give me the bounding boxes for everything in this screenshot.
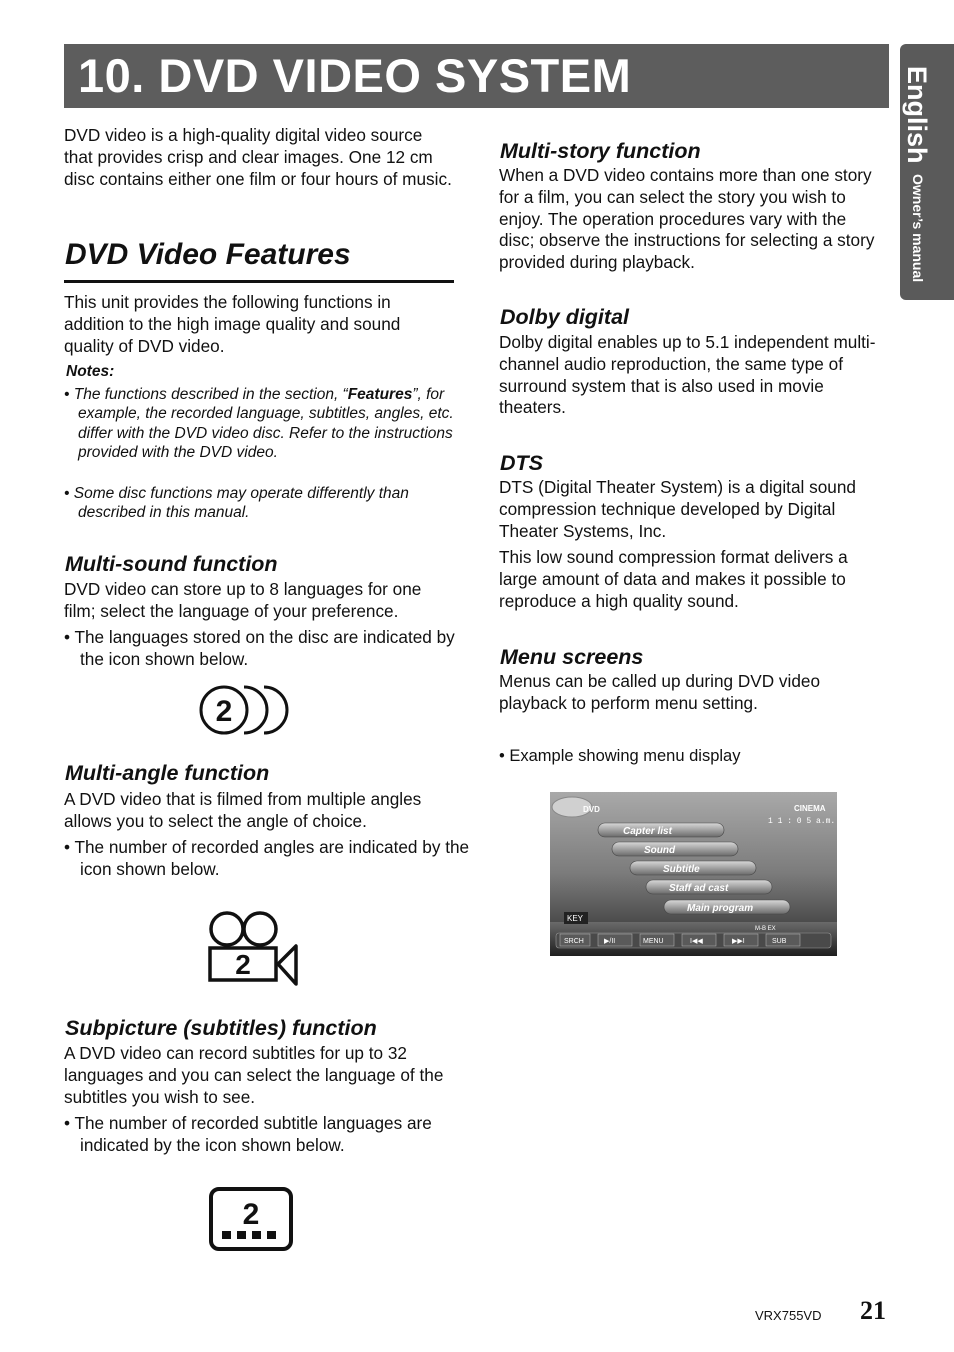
menu-item[interactable]: [612, 842, 738, 856]
note-1: • The functions described in the section, “Features”, for example, the recorded language, subtitles, angles, etc. differ with the DVD video disc. Refer to the instructions provided with the DVD video.: [64, 386, 454, 461]
menu-button[interactable]: [724, 934, 758, 946]
menu-button[interactable]: [766, 934, 800, 946]
heading-rule: [64, 280, 454, 283]
dts-text-1: DTS (Digital Theater System) is a digital sound compression technique developed by Digital Theater Systems, Inc.: [499, 477, 856, 541]
menu-logo: DVD: [583, 805, 600, 814]
menu-button-label: SUB: [772, 938, 787, 945]
menu-button[interactable]: [682, 934, 716, 946]
model-number: VRX755VD: [755, 1308, 822, 1323]
menu-brand: CINEMA: [794, 804, 826, 813]
camera-icon-number: 2: [235, 949, 251, 980]
menu-item-label: Main program: [687, 903, 754, 914]
chapter-banner: [64, 44, 889, 108]
menu-button[interactable]: [560, 934, 590, 946]
side-tab-manual: Owner’s manual: [910, 174, 926, 283]
menu-item-label: Subtitle: [663, 864, 700, 875]
multi-angle-text: A DVD video that is filmed from multiple angles allows you to select the angle of choice.: [64, 789, 422, 831]
menu-screens-heading: Menu screens: [500, 645, 644, 669]
menu-button-label: I◀◀: [690, 938, 703, 945]
audio-icon-number: 2: [215, 695, 233, 728]
multi-story-heading: Multi-story function: [500, 139, 701, 163]
menu-item[interactable]: [630, 861, 756, 875]
dolby-text: Dolby digital enables up to 5.1 independent multi-channel audio reproduction, the same type of surround system that is also used in movie theaters.: [499, 332, 876, 418]
features-heading: DVD Video Features: [65, 238, 351, 271]
menu-example-caption: • Example showing menu display: [499, 747, 741, 765]
chapter-title: 10. DVD VIDEO SYSTEM: [78, 49, 632, 102]
menu-display-example: [550, 792, 837, 956]
menu-time: 1 1 : 0 5 a.m.: [768, 817, 836, 826]
menu-item[interactable]: [598, 823, 724, 837]
menu-item[interactable]: [664, 900, 790, 914]
multi-angle-heading: Multi-angle function: [65, 761, 270, 785]
menu-button[interactable]: [640, 934, 674, 946]
intro-paragraph: DVD video is a high-quality digital video source that provides crisp and clear images. One 12 cm disc contains either one film or four hours of music.: [64, 125, 452, 189]
notes-label: Notes:: [66, 363, 115, 380]
dts-text-2: This low sound compression format delivers a large amount of data and makes it possible to reproduce a high quality sound.: [499, 547, 848, 611]
features-intro: This unit provides the following functions in addition to the high image quality and sound quality of DVD video.: [64, 292, 401, 356]
menu-button-label: SRCH: [564, 938, 584, 945]
multi-sound-bullet: • The languages stored on the disc are indicated by the icon shown below.: [64, 627, 455, 669]
subtitle-icon: [208, 1186, 294, 1252]
menu-button-label: ▶/II: [604, 938, 616, 945]
menu-button-label: MENU: [643, 938, 664, 945]
camera-angle-icon: [206, 910, 302, 990]
multi-sound-text: DVD video can store up to 8 languages for one film; select the language of your preference.: [64, 579, 422, 621]
menu-screens-text: Menus can be called up during DVD video playback to perform menu setting.: [499, 671, 821, 713]
side-tab-language: English: [902, 66, 932, 164]
language-side-tab: [900, 44, 954, 300]
subpicture-heading: Subpicture (subtitles) function: [65, 1016, 377, 1040]
note-2: • Some disc functions may operate differently than described in this manual.: [64, 485, 409, 522]
menu-item-label: Staff ad cast: [669, 883, 729, 894]
menu-key-label: KEY: [567, 914, 584, 923]
menu-item[interactable]: [646, 880, 772, 894]
page-number: 21: [860, 1296, 886, 1325]
subtitle-icon-number: 2: [242, 1198, 260, 1231]
menu-status: M-B EX: [755, 926, 776, 932]
menu-item-label: Capter list: [623, 826, 672, 837]
audio-language-icon: [198, 684, 302, 736]
menu-item-label: Sound: [644, 845, 676, 856]
multi-angle-bullet: • The number of recorded angles are indicated by the icon shown below.: [64, 837, 470, 879]
subpicture-text: A DVD video can record subtitles for up to 32 languages and you can select the language of the subtitles you wish to see.: [64, 1043, 444, 1107]
multi-sound-heading: Multi-sound function: [65, 552, 278, 576]
dts-heading: DTS: [500, 451, 543, 475]
dolby-heading: Dolby digital: [500, 305, 629, 329]
menu-button-label: ▶▶I: [732, 938, 745, 945]
subpicture-bullet: • The number of recorded subtitle languages are indicated by the icon shown below.: [64, 1113, 432, 1155]
menu-button[interactable]: [598, 934, 632, 946]
multi-story-text: When a DVD video contains more than one story for a film, you can select the story you wish to enjoy. The operation procedures vary with the disc; observe the instructions for selecting a story provided during playback.: [499, 165, 875, 273]
